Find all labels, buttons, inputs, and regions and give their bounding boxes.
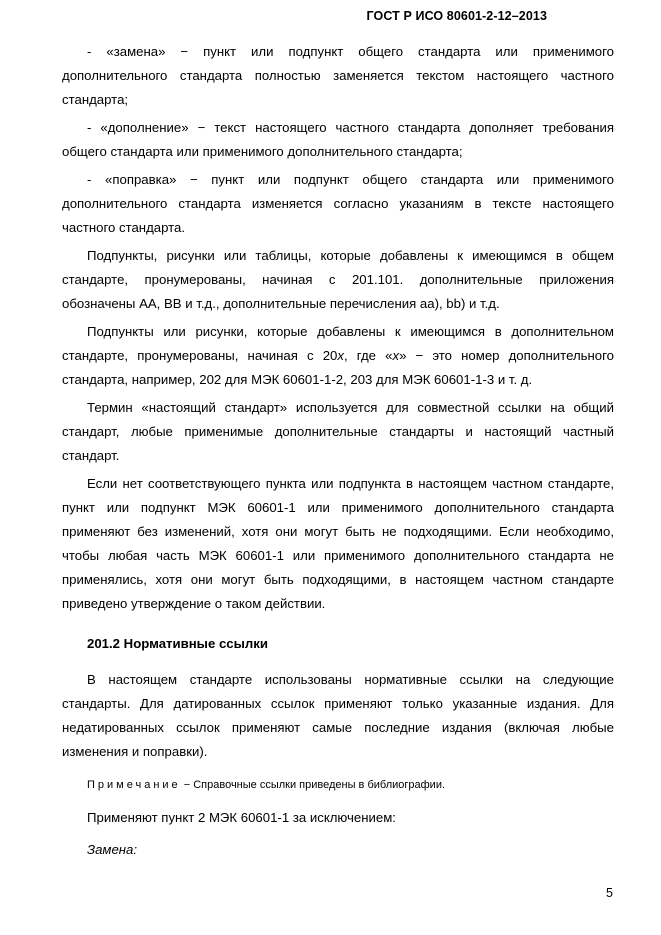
paragraph-replacement-definition: - «замена» − пункт или подпункт общего стандарта или применимого дополнительного стандарта полностью заменяется текстом настоящего частного стандарта; xyxy=(62,44,614,107)
text-span: , где « xyxy=(343,348,393,363)
text-span: Подпункты или рисунки, которые добавлены к имеющимся в дополнительном стандарте, пронумерованы, начиная с 20 xyxy=(62,324,614,363)
paragraph-addition-definition: - «дополнение» − текст настоящего частного стандарта дополняет требования общего стандарта или применимого дополнительного стандарта; xyxy=(62,120,614,159)
paragraph-numbering-collateral xyxy=(62,320,614,392)
paragraph-no-corresponding-clause: Если нет соответствующего пункта или подпункта в настоящем частном стандарте, пункт или подпункт МЭК 60601-1 или применимого дополнительного стандарта применяют без изменений, хотя они могут быть не подходящими. Если необходимо, чтобы любая часть МЭК 60601-1 или применимого дополнительного стандарта не применялись, хотя они могут быть подходящими, в настоящем частном стандарте приведено утверждение о таком действии. xyxy=(62,476,614,611)
document-header: ГОСТ Р ИСО 80601-2-12–2013 xyxy=(366,9,547,23)
paragraph-amendment-definition: - «поправка» − пункт или подпункт общего стандарта или применимого дополнительного стандарта изменяется согласно указаниям в тексте настоящего частного стандарта. xyxy=(62,172,614,235)
text-span: » − это номер дополнительного стандарта, например, 202 для МЭК 60601-1-2, 203 для МЭК 60601-1-3 и т. д. xyxy=(62,348,614,387)
page-number: 5 xyxy=(606,886,613,900)
replacement-label: Замена: xyxy=(87,842,138,857)
italic-x: x xyxy=(392,348,400,363)
note-label: Примечание xyxy=(87,779,181,791)
note-text: − Справочные ссылки приведены в библиографии. xyxy=(180,779,446,791)
page-body xyxy=(62,40,614,866)
note xyxy=(62,776,614,794)
section-heading: 201.2 Нормативные ссылки xyxy=(87,636,268,651)
italic-x: x xyxy=(337,348,344,363)
paragraph-normative-references: В настоящем стандарте использованы нормативные ссылки на следующие стандарты. Для датированных ссылок применяют только указанные издания. Для недатированных ссылок применяют самые последние издания (включая любые изменения и поправки). xyxy=(62,672,614,759)
paragraph-term-definition: Термин «настоящий стандарт» используется для совместной ссылки на общий стандарт, любые применимые дополнительные стандарты и настоящий частный стандарт. xyxy=(62,400,614,463)
paragraph-applies-clause: Применяют пункт 2 МЭК 60601-1 за исключением: xyxy=(87,810,396,825)
paragraph-numbering-general: Подпункты, рисунки или таблицы, которые добавлены к имеющимся в общем стандарте, пронумерованы, начиная с 201.101. дополнительные приложения обозначены АА, ВВ и т.д., дополнительные перечисления аа), bb) и т.д. xyxy=(62,248,614,311)
